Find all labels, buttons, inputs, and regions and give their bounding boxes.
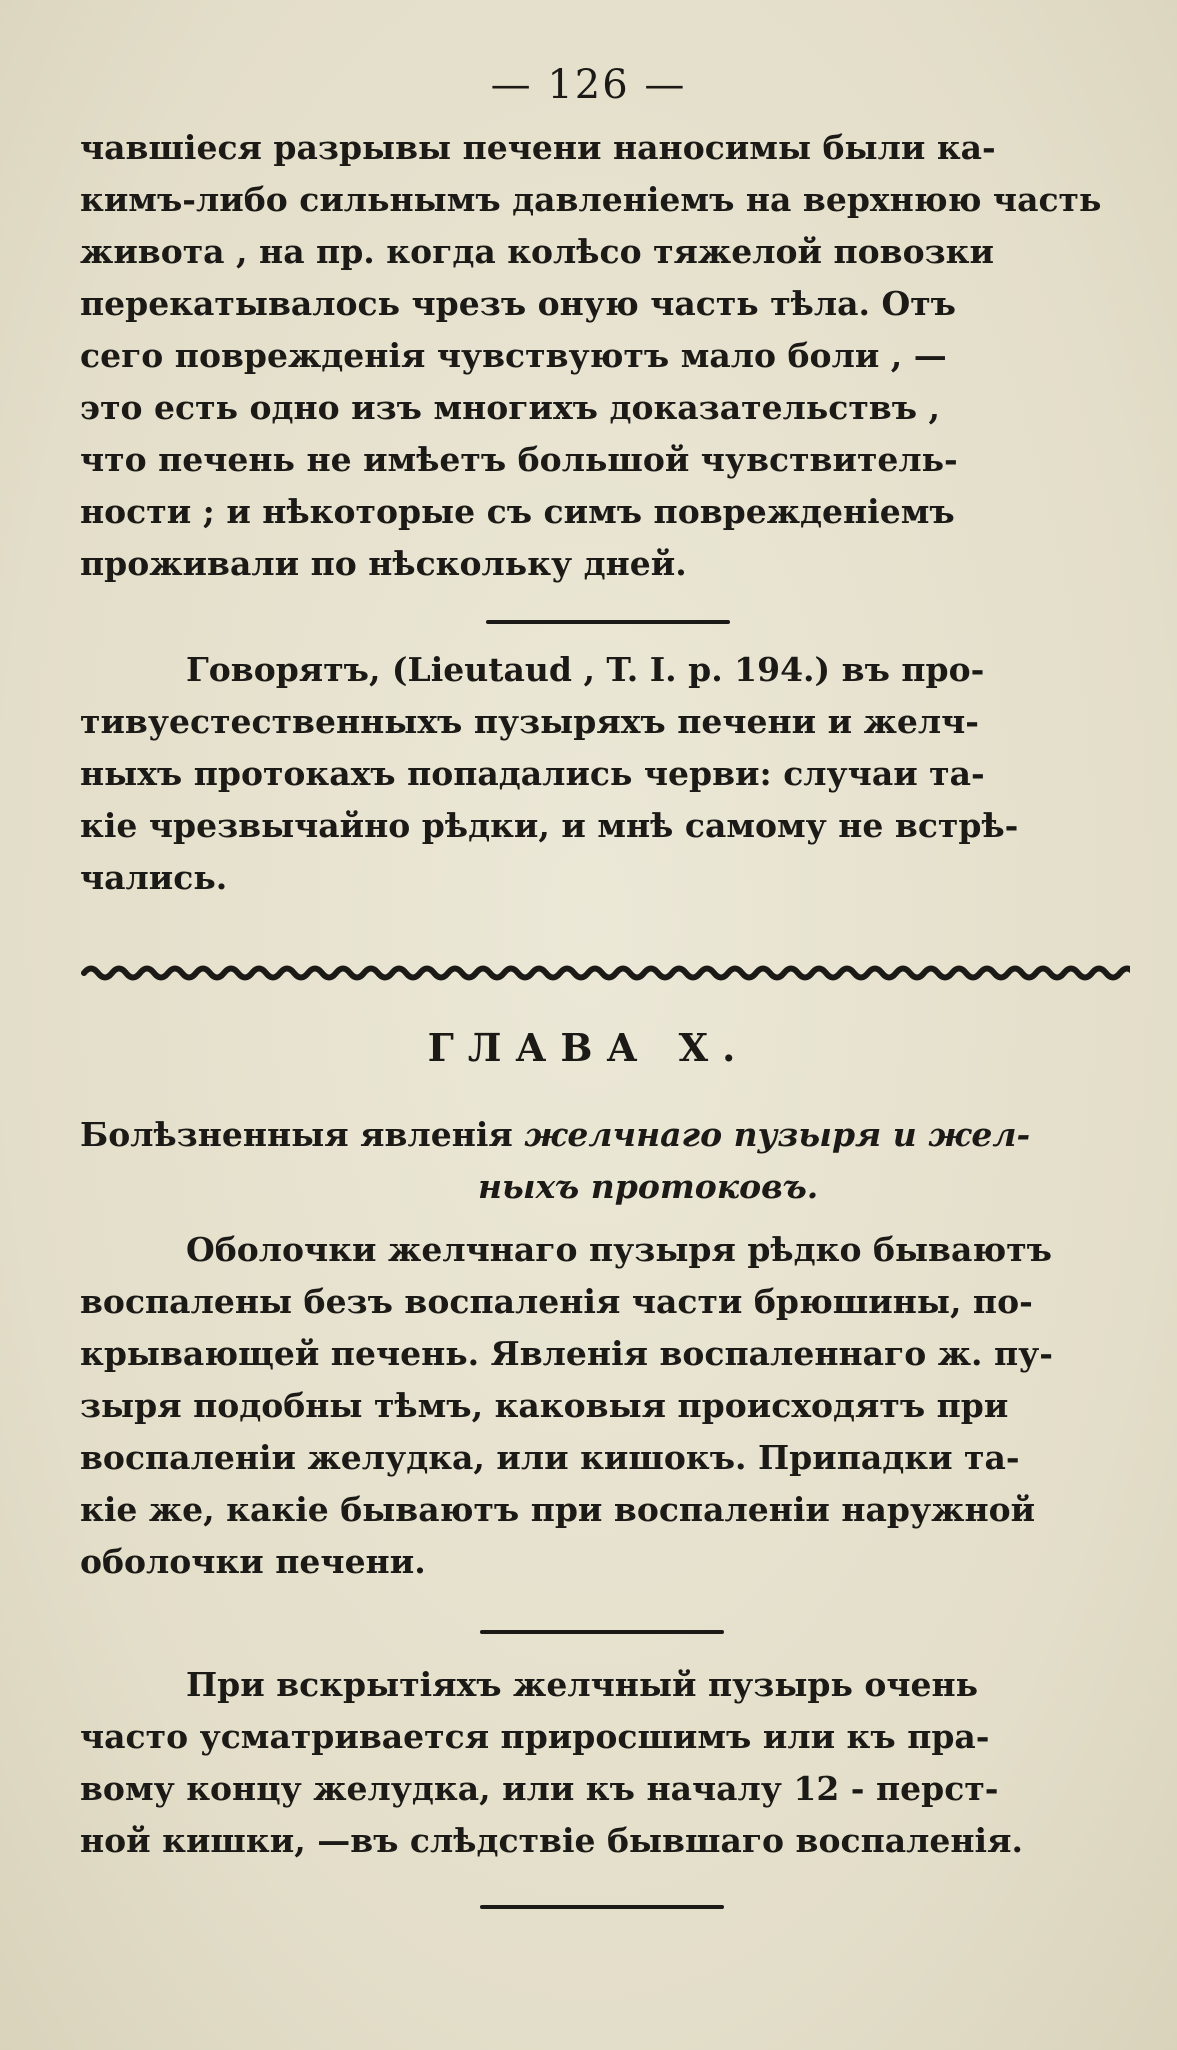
section-heading <box>80 1115 1152 1167</box>
text-line: часто усматривается приросшимъ или къ пра- <box>80 1717 990 1756</box>
section-divider <box>480 1630 724 1634</box>
ornamental-divider <box>80 960 1130 986</box>
text-line: воспаленіи желудка, или кишокъ. Припадки та- <box>80 1438 1020 1477</box>
text-line: чались. <box>80 858 228 897</box>
text-line: вому концу желудка, или къ началу 12 - перст- <box>80 1769 999 1808</box>
text-line: кіе же, какіе бываютъ при воспаленіи наружной <box>80 1490 1036 1529</box>
section-divider <box>486 620 730 624</box>
text-line: это есть одно изъ многихъ доказательствъ , <box>80 388 940 427</box>
text-line: кіе чрезвычайно рѣдки, и мнѣ самому не встрѣ- <box>80 806 1019 845</box>
text-line: Говорятъ, (Lieutaud , T. I. p. 194.) въ про- <box>186 650 985 689</box>
text-line: оболочки печени. <box>80 1542 426 1581</box>
text-line: При вскрытіяхъ желчный пузырь очень <box>186 1665 979 1704</box>
text-line: ности ; и нѣкоторые съ симъ поврежденіемъ <box>80 492 955 531</box>
heading-italic: желчнаго пузыря и жел- <box>524 1115 1031 1154</box>
text-line: ной кишки, —въ слѣдствіе бывшаго воспаленія. <box>80 1821 1023 1860</box>
text-line: ныхъ протокахъ попадались черви: случаи та- <box>80 754 985 793</box>
text-line: проживали по нѣскольку дней. <box>80 544 687 583</box>
section-divider <box>480 1905 724 1909</box>
section-heading-cont: ныхъ протоковъ. <box>478 1167 819 1206</box>
text-line: живота , на пр. когда колѣсо тяжелой повозки <box>80 232 994 271</box>
text-line: что печень не имѣетъ большой чувствитель- <box>80 440 958 479</box>
text-line: воспалены безъ воспаленія части брюшины, по- <box>80 1282 1033 1321</box>
page-number: — 126 — <box>490 62 687 108</box>
text-line: чавшіеся разрывы печени наносимы были ка- <box>80 128 996 167</box>
text-line: сего поврежденія чувствуютъ мало боли , — <box>80 336 947 375</box>
text-line: Оболочки желчнаго пузыря рѣдко бываютъ <box>186 1230 1052 1269</box>
text-line: кимъ-либо сильнымъ давленіемъ на верхнюю часть <box>80 180 1102 219</box>
text-line: зыря подобны тѣмъ, каковыя происходятъ при <box>80 1386 1009 1425</box>
text-line: перекатывалось чрезъ оную часть тѣла. Отъ <box>80 284 956 323</box>
text-line: крывающей печень. Явленія воспаленнаго ж. пу- <box>80 1334 1054 1373</box>
chapter-title: ГЛАВА X. <box>427 1025 750 1070</box>
heading-lead: Болѣзненныя явленія <box>80 1115 525 1154</box>
text-line: тивуестественныхъ пузыряхъ печени и желч- <box>80 702 980 741</box>
